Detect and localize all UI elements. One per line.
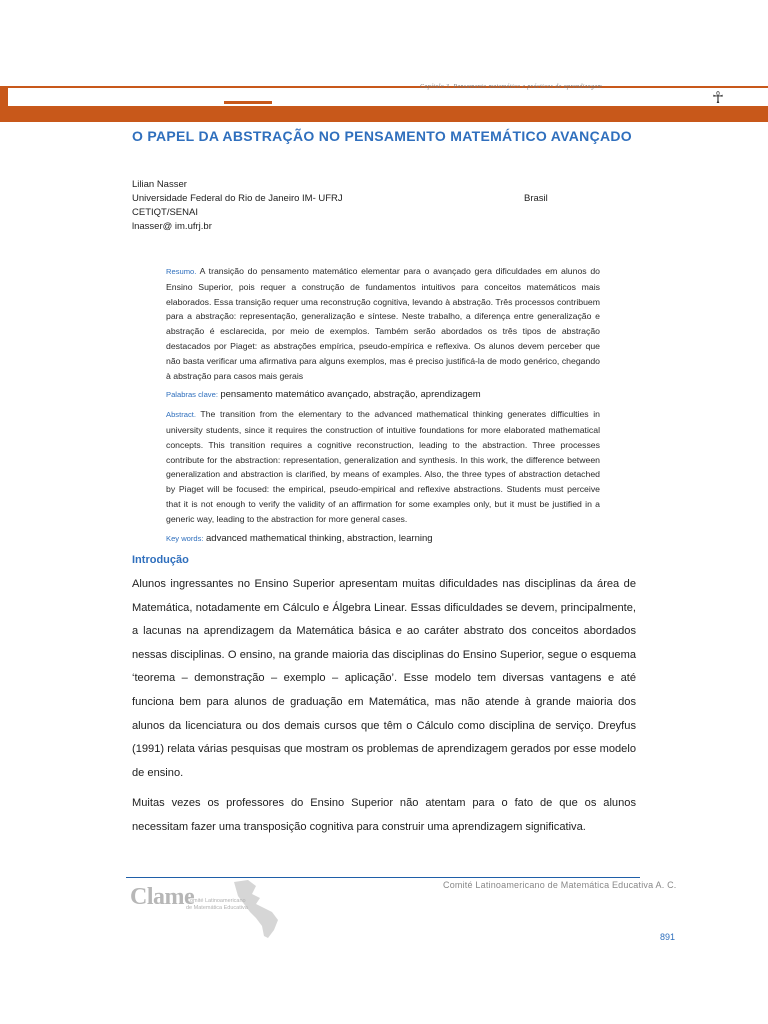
author-country: Brasil (524, 193, 548, 204)
keywords-paragraph: Key words: advanced mathematical thinking, abstraction, learning (166, 532, 433, 544)
paper-title: O PAPEL DA ABSTRAÇÃO NO PENSAMENTO MATEMÁTICO AVANÇADO (132, 128, 632, 144)
header-running-title: Capítulo 3. Pensamento matemático e prácticas de aprendizagem (420, 84, 603, 90)
keywords-label: Key words (166, 533, 202, 543)
palabras-clave-paragraph: Palabras clave: pensamento matemático avançado, abstração, aprendizagem (166, 389, 481, 401)
author-affiliation-row (132, 192, 552, 206)
body-text (132, 573, 636, 847)
abstract-paragraph: Abstract. The transition from the elementary to the advanced mathematical thinking generates difficulties in university students, since it requires the construction of intuitive foundations for more elaborated mathematical concepts. This transition requires a cognitive reconstruction, leading to the abstraction. Three processes contribute for the abstraction: representation, generalization and synthesis. In this work, the difference between generalization and abstraction is clarified, by means of examples. Also, the three types of abstraction detached by Piaget will be focused: the empirical, pseudo-empirical and reflexive abstractions. Students must perceive that it is not enough to verify the validity of an affirmation for some examples only, but it must be justified in a generic way, leading to the abstraction for more general cases. (166, 409, 600, 524)
abstract-label: Abstract (166, 410, 194, 420)
footer-committee-name: Comité Latinoamericano de Matemática Educativa A. C. (443, 880, 677, 890)
body-paragraph-1: Alunos ingressantes no Ensino Superior apresentam muitas dificuldades nas disciplinas da área de Matemática, notadamente em Cálculo e Álgebra Linear. Essas dificuldades se devem, principalmente, a lacunas na aprendizagem da Matemática básica e ao caráter abstrato dos conceitos abordados nessas disciplinas. O ensino, na grande maioria das disciplinas do Ensino Superior, segue o esquema ‘teorema – demonstração – exemplo – aplicação’. Esse modelo tem diversas vantagens e até funciona bem para alunos de graduação em Matemática, mas não atende à grande maioria dos alunos da licenciatura ou dos demais cursos que têm o Cálculo como disciplina de serviço. Dreyfus (1991) relata várias pesquisas que mostram os problemas de aprendizagem gerados por esse modelo de ensino. (132, 578, 636, 779)
keywords-text: advanced mathematical thinking, abstraction, learning (206, 532, 433, 544)
footer-rule (126, 877, 640, 878)
clame-logo: Clame (130, 884, 195, 910)
palabras-clave-label: Palabras clave (166, 390, 216, 400)
resumo-paragraph: Resumo. A transição do pensamento matemático elementar para o avançado gera dificuldades em alunos do Ensino Superior, pois requer a construção de fundamentos intuitivos para conceitos matemáticos mais elaborados. Essa transição requer uma reconstrução cognitiva, levando à abstração. Três processos contribuem para a abstração: representação, generalização e síntese. Neste trabalho, a diferença entre generalização e abstração é esclarecida, por meio de exemplos. Também serão abordados os três tipos de abstração destacados por Piaget: as abstrações empírica, pseudo-empírica e reflexiva. Os alunos devem perceber que não basta verificar uma afirmativa para alguns exemplos, mas é preciso justificá-la de modo genérico, chegando à abstração para casos mais gerais (166, 266, 600, 381)
abstract-block (166, 264, 600, 550)
author-name: Lilian Nasser (132, 179, 187, 190)
header-left-mark (0, 88, 8, 108)
header-orange-band (0, 108, 768, 122)
palabras-clave-text: pensamento matemático avançado, abstração, aprendizagem (220, 389, 481, 401)
author-affiliation-secondary: CETIQT/SENAI (132, 207, 198, 218)
abstract-text: The transition from the elementary to the advanced mathematical thinking generates difficulties in university students, since it requires the construction of intuitive foundations for more elaborated mathematical concepts. This transition requires a cognitive reconstruction, leading to the abstraction. Three processes contribute for the abstraction: representation, generalization and synthesis. In this work, the difference between generalization and abstraction is clarified, by means of examples. Also, the three types of abstraction detached by Piaget will be focused: the empirical, pseudo-empirical and reflexive abstractions. Students must perceive that it is not enough to verify the validity of an affirmation for some examples only, but it must be justified in a generic way, leading to the abstraction for more general cases. (166, 409, 600, 524)
author-block (132, 178, 552, 234)
header-bar (0, 86, 768, 108)
header-accent-line (224, 101, 272, 104)
resumo-label: Resumo (166, 267, 195, 276)
author-email: lnasser@ im.ufrj.br (132, 221, 212, 232)
section-heading-introducao: Introdução (132, 554, 189, 566)
clame-logo-subtitle: Comité Latinoamericano de Matemática Educativa (186, 898, 248, 911)
body-paragraph-2: Muitas vezes os professores do Ensino Superior não atentam para o fato de que os alunos necessitam fazer uma transposição cognitiva para construir uma aprendizagem significativa. (132, 797, 636, 833)
page-number: 891 (660, 932, 676, 942)
resumo-text: A transição do pensamento matemático elementar para o avançado gera dificuldades em alunos do Ensino Superior, pois requer a construção de fundamentos intuitivos para conceitos matemáticos mais elaborados. Essa transição requer uma reconstrução cognitiva, levando à abstração. Três processos contribuem para a abstração: representação, generalização e síntese. Neste trabalho, a diferença entre generalização e abstração é esclarecida, por meio de exemplos. Também serão abordados os três tipos de abstração destacados por Piaget: as abstrações empírica, pseudo-empírica e reflexiva. Os alunos devem perceber que não basta verificar uma afirmativa para alguns exemplos, mas é preciso justificá-la de modo genérico, chegando à abstração para casos mais gerais (166, 266, 600, 381)
header-ornament-icon: ☥ (712, 88, 724, 107)
author-affiliation: Universidade Federal do Rio de Janeiro IM- UFRJ (132, 193, 343, 204)
